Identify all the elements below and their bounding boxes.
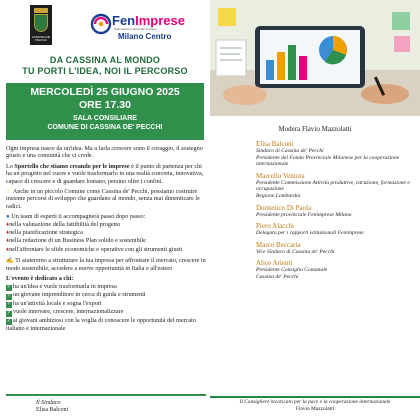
checkmark-icon: ✓ [6,302,12,307]
venue-line1: SALA CONSILIARE [73,115,137,122]
business-meeting-photo [210,0,420,116]
step-text: nella valutazione della fattibilità del progetto [9,220,121,228]
audience-text: ha un'idea e vuole trasformarla in impresa [13,282,117,290]
pointing-hand-icon: ☞ [6,188,12,196]
event-venue [6,114,204,132]
speaker-entry [256,222,416,237]
shield-icon [34,14,48,32]
speaker-role: Delegato per i rapporti istituzionali Fenimprese [256,230,364,237]
municipal-crest-logo [30,5,52,45]
speakers-list [256,140,416,285]
audience-text: vuole innovare, crescere, internazionalizzare [13,308,124,315]
writing-hand-icon: ✍ [6,257,14,265]
list-item [6,283,206,292]
checkmark-icon: ✓ [6,285,12,290]
fenimprese-tagline: Federazione Nazionale Imprese [114,27,157,31]
brand-part-b: Imprese [135,13,185,28]
fenimprese-wordmark [112,13,185,28]
intro2-start: Lo [6,162,15,170]
signature-role: Il Consigliere incaricato per la pace e la cooperazione internazionale [239,399,391,405]
headline-line1: DA CASSINA AL MONDO [49,55,161,65]
speaker-entry [256,204,416,219]
list-item [6,229,206,237]
brand-part-a: Fen [112,13,136,28]
dedicated-title [6,275,206,282]
speaker-role: Presidente Consiglio Comunale Cassina de' Pecchi [256,267,328,280]
list-item [6,300,206,309]
support-paragraph [6,257,206,272]
signature-role: Il Sindaco [36,400,61,406]
list-item [6,237,206,245]
business-illustration [210,0,420,116]
speaker-entry [256,140,416,168]
pin-icon: ♦ [6,246,10,253]
event-description [6,145,206,332]
speaker-entry [256,259,416,280]
checkmark-icon: ✓ [6,293,12,299]
signature-name: Elisa Balconi [36,407,69,413]
list-item [6,246,206,254]
signature-name: Flavio Mazzolatti [295,405,335,412]
intro2-end: è il punto di partenza per chi ha un progetto nel cuore e vuole trasformarlo in una realtà concreta, innovativa, capace di crescere e di guardare lontano, persino oltre i confini. [6,162,204,185]
speaker-role: Presidente provinciale Fenimprese Milano [256,211,352,218]
moderator-line: Modera Flavio Mazzolatti [278,125,352,133]
speaker-name: Piero Alacchi [256,222,294,231]
crown-icon [34,8,48,13]
dedicated-title-text: L'evento è dedicato a chi: [6,275,74,283]
divider [6,394,206,396]
mayor-signature [36,400,68,414]
list-item [6,317,206,333]
speaker-name: Alice Arienti [256,259,293,268]
sportello-paragraph [6,163,206,185]
team-icon: ● [6,213,10,221]
community-text: Anche in un piccolo Comune come Cassina de' Pecchi, possiamo costruire insieme percorsi di sviluppo che guardano al mondo, senza mai dimenticare le radici. [6,188,200,210]
pin-icon: ♦ [6,238,10,245]
pin-icon: ♦ [6,230,10,237]
step-text: nell'affrontare le sfide economiche e operative con gli strumenti giusti [9,245,183,253]
speaker-entry [256,172,416,200]
pin-icon: ♦ [6,221,10,228]
checkmark-icon: ✓ [6,319,12,324]
speaker-role: Vice Sindaco di Cassina de' Pecchi [256,248,335,255]
speaker-name: Elisa Balconi [256,140,294,148]
headline-line2: TU PORTI L'IDEA, NOI IL PERCORSO [22,66,188,76]
audience-text: ha un'attività locale e sogna l'export [13,299,102,307]
speaker-name: Marcello Ventura [256,171,305,180]
team-paragraph [6,213,206,220]
team-intro: Un team di esperti ti accompagnerà passo dopo passo: [11,213,146,221]
list-item [6,291,206,300]
fenimprese-mark-icon [90,13,112,35]
event-info-box [6,83,204,140]
community-paragraph [6,188,206,210]
checkmark-icon: ✓ [6,310,12,316]
audience-list [6,283,206,333]
speaker-name: Marco Beccaria [256,240,301,249]
step-text: nella pianificazione strategica [9,229,83,237]
fenimprese-logo [90,9,185,41]
support-text: Ti aiuteremo a strutturare la tua impresa per affrontare il mercato, crescere in modo sostenibile, accedere a nuove opportunità in Italia e all'estero [6,257,206,272]
fenimprese-city: Milano Centro [118,32,172,41]
step-text: nella redazione di un Business Plan solido e sostenibile [9,237,146,245]
event-date: MERCOLEDÌ 25 GIUGNO 2025 [30,86,180,98]
flyer-right-column [210,0,420,420]
speaker-name: Domenico Di Paola [256,203,312,212]
list-item [6,221,206,229]
speakers-panel [210,116,420,396]
event-headline [0,55,210,77]
event-time: ORE 17.30 [79,99,131,111]
audience-text: ai giovani ambiziosi con la voglia di conoscere le opportunità del mercato italiano e internazionale [6,316,196,332]
audience-text: un giovane imprenditore in cerca di guida e strumenti [13,291,146,298]
sportello-highlight: Sportello che stiamo creando per le imprese [14,162,130,170]
list-item [6,308,206,317]
intro-paragraph: Ogni impresa nasce da un'idea. Ma a farla crescere sono il coraggio, il sostegno giusto e una comunità che ci crede. [6,145,203,160]
crest-caption: CASSINA DE' PECCHI [31,35,51,42]
councillor-signature [210,398,420,420]
speaker-entry [256,241,416,256]
speaker-role: Presidente Commissione Attività produttive, istruzione, formazione e occupazione Regione Lombardia [256,179,410,199]
steps-list [6,221,206,255]
logo-bar [30,5,185,45]
speaker-role: Sindaco di Cassina de' Pecchi Presidente del Fondo Provinciale Milanese per la cooperazione internazionale [256,148,400,168]
venue-line2: COMUNE DI CASSINA DE' PECCHI [47,124,163,131]
